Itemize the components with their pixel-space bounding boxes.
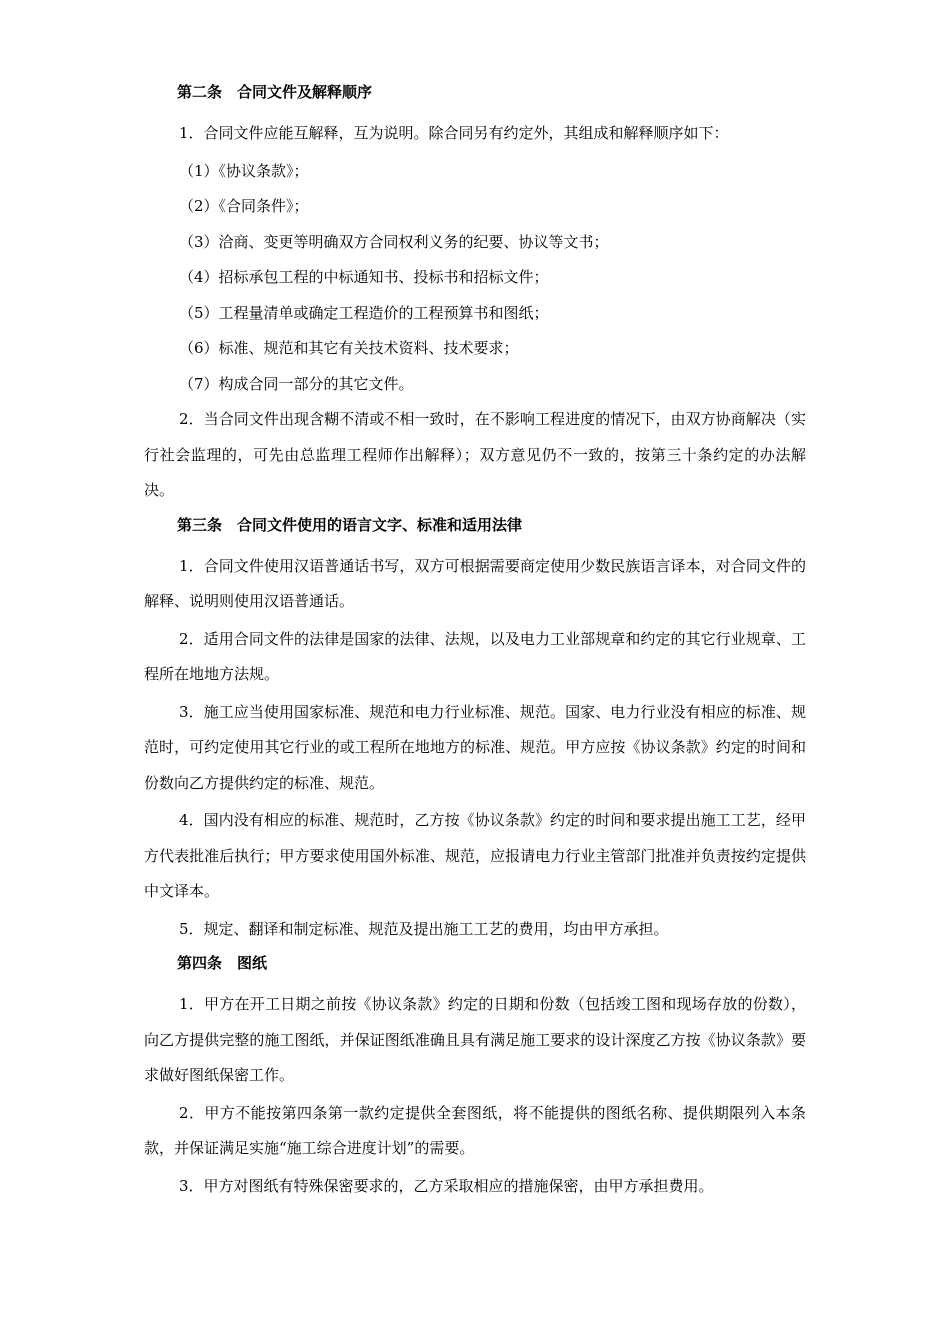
paragraph: 2．适用合同文件的法律是国家的法律、法规，以及电力工业部规章和约定的其它行业规章、工程所在地地方法规。 bbox=[144, 629, 806, 683]
document-page bbox=[144, 78, 806, 1206]
list-item: （7）构成合同一部分的其它文件。 bbox=[179, 374, 414, 393]
list-item: （6）标准、规范和其它有关技术资料、技术要求； bbox=[179, 339, 519, 357]
paragraph: 1．甲方在开工日期之前按《协议条款》约定的日期和份数（包括竣工图和现场存放的份数），向乙方提供完整的施工图纸，并保证图纸准确且具有满足施工要求的设计深度乙方按《协议条款》要求做好图纸保密工作。 bbox=[144, 995, 806, 1084]
paragraph: 5．规定、翻译和制定标准、规范及提出施工工艺的费用，均由甲方承担。 bbox=[179, 919, 669, 938]
section-heading-article-2: 第二条 合同文件及解释顺序 bbox=[177, 83, 373, 101]
list-item: （2）《合同条件》； bbox=[179, 197, 309, 215]
list-item: （3）洽商、变更等明确双方合同权利义务的纪要、协议等文书； bbox=[179, 232, 609, 251]
paragraph: 1．合同文件应能互解释，互为说明。除合同另有约定外，其组成和解释顺序如下： bbox=[179, 124, 729, 142]
paragraph: 1．合同文件使用汉语普通话书写，双方可根据需要商定使用少数民族语言译本，对合同文件的解释、说明则使用汉语普通话。 bbox=[144, 556, 806, 610]
paragraph: 2．甲方不能按第四条第一款约定提供全套图纸，将不能提供的图纸名称、提供期限列入本条款，并保证满足实施“施工综合进度计划”的需要。 bbox=[144, 1103, 806, 1157]
list-item: （4）招标承包工程的中标通知书、投标书和招标文件； bbox=[179, 268, 549, 286]
paragraph: 4．国内没有相应的标准、规范时，乙方按《协议条款》约定的时间和要求提出施工工艺，经甲方代表批准后执行；甲方要求使用国外标准、规范，应报请电力行业主管部门批准并负责按约定提供中文译本。 bbox=[144, 811, 806, 900]
section-heading-article-3: 第三条 合同文件使用的语言文字、标准和适用法律 bbox=[177, 515, 523, 534]
list-item: （1）《协议条款》； bbox=[179, 161, 309, 180]
paragraph: 3．施工应当使用国家标准、规范和电力行业标准、规范。国家、电力行业没有相应的标准、规范时，可约定使用其它行业的或工程所在地地方的标准、规范。甲方应按《协议条款》约定的时间和份数向乙方提供约定的标准、规范。 bbox=[144, 702, 806, 792]
list-item: （5）工程量清单或确定工程造价的工程预算书和图纸； bbox=[179, 303, 549, 322]
paragraph: 2．当合同文件出现含糊不清或不相一致时，在不影响工程进度的情况下，由双方协商解决（实行社会监理的，可先由总监理工程师作出解释）；双方意见仍不一致的，按第三十条约定的办法解决。 bbox=[144, 410, 806, 499]
section-heading-article-4: 第四条 图纸 bbox=[177, 954, 268, 972]
paragraph: 3．甲方对图纸有特殊保密要求的，乙方采取相应的措施保密，由甲方承担费用。 bbox=[179, 1176, 714, 1195]
